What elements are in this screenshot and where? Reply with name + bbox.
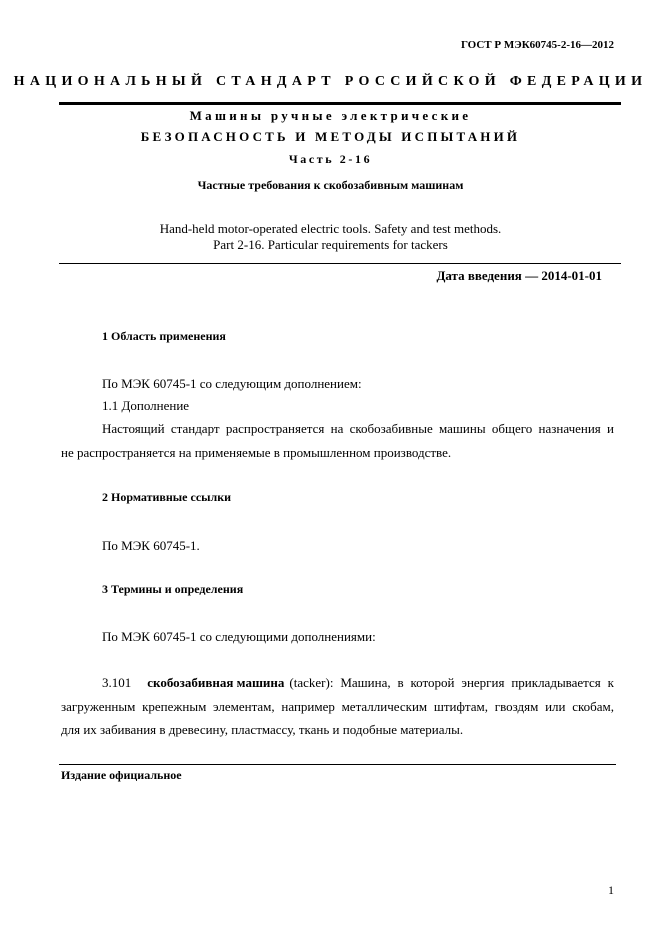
national-standard-heading: НАЦИОНАЛЬНЫЙ СТАНДАРТ РОССИЙСКОЙ ФЕДЕРАЦИИ xyxy=(13,74,648,89)
introduction-date: Дата введения — 2014-01-01 xyxy=(436,268,602,283)
title-line-2: БЕЗОПАСНОСТЬ И МЕТОДЫ ИСПЫТАНИЙ xyxy=(140,129,521,144)
footer-rule xyxy=(59,764,616,765)
definition-3-101-line-1 xyxy=(102,674,614,691)
section-3-heading: 3 Термины и определения xyxy=(102,582,244,596)
english-title-line-2: Part 2-16. Particular requirements for tackers xyxy=(213,237,448,252)
title-line-1: Машины ручные электрические xyxy=(189,108,472,123)
definition-3-101-line-3: для их забивания в древесину, пластмассу, ткань и подобные материалы. xyxy=(61,722,464,737)
section-1-paragraph-3-line-1: Настоящий стандарт распространяется на скобозабивные машины общего назначения и xyxy=(102,421,614,436)
title-bottom-rule xyxy=(59,263,621,264)
definition-3-101-line-2: загруженным крепежным элементам, например металлическим штифтам, гвоздям или скобам, xyxy=(61,699,614,714)
section-3-paragraph: По МЭК 60745-1 со следующими дополнениями: xyxy=(102,629,376,644)
section-1-paragraph-1: По МЭК 60745-1 со следующим дополнением: xyxy=(102,376,362,391)
section-1-clause-1-1: 1.1 Дополнение xyxy=(102,398,190,413)
section-2-heading: 2 Нормативные ссылки xyxy=(102,490,232,504)
definition-term: скобозабивная машина xyxy=(147,675,285,690)
section-2-paragraph: По МЭК 60745-1. xyxy=(102,538,200,553)
page-number: 1 xyxy=(608,883,614,897)
definition-line-1-rest: (tacker): Машина, в которой энергия прикладывается к xyxy=(289,675,614,690)
english-title-line-1: Hand-held motor-operated electric tools. Safety and test methods. xyxy=(159,221,502,236)
official-edition-label: Издание официальное xyxy=(61,768,182,782)
document-code: ГОСТ Р МЭК60745-2-16—2012 xyxy=(460,39,614,51)
section-1-heading: 1 Область применения xyxy=(102,329,226,343)
section-1-paragraph-3-line-2: не распространяется на применяемые в промышленном производстве. xyxy=(61,445,452,460)
definition-number: 3.101 xyxy=(102,675,132,690)
title-part: Часть 2-16 xyxy=(288,152,373,166)
title-top-rule xyxy=(59,102,621,105)
title-subtitle: Частные требования к скобозабивным машинам xyxy=(197,178,464,192)
